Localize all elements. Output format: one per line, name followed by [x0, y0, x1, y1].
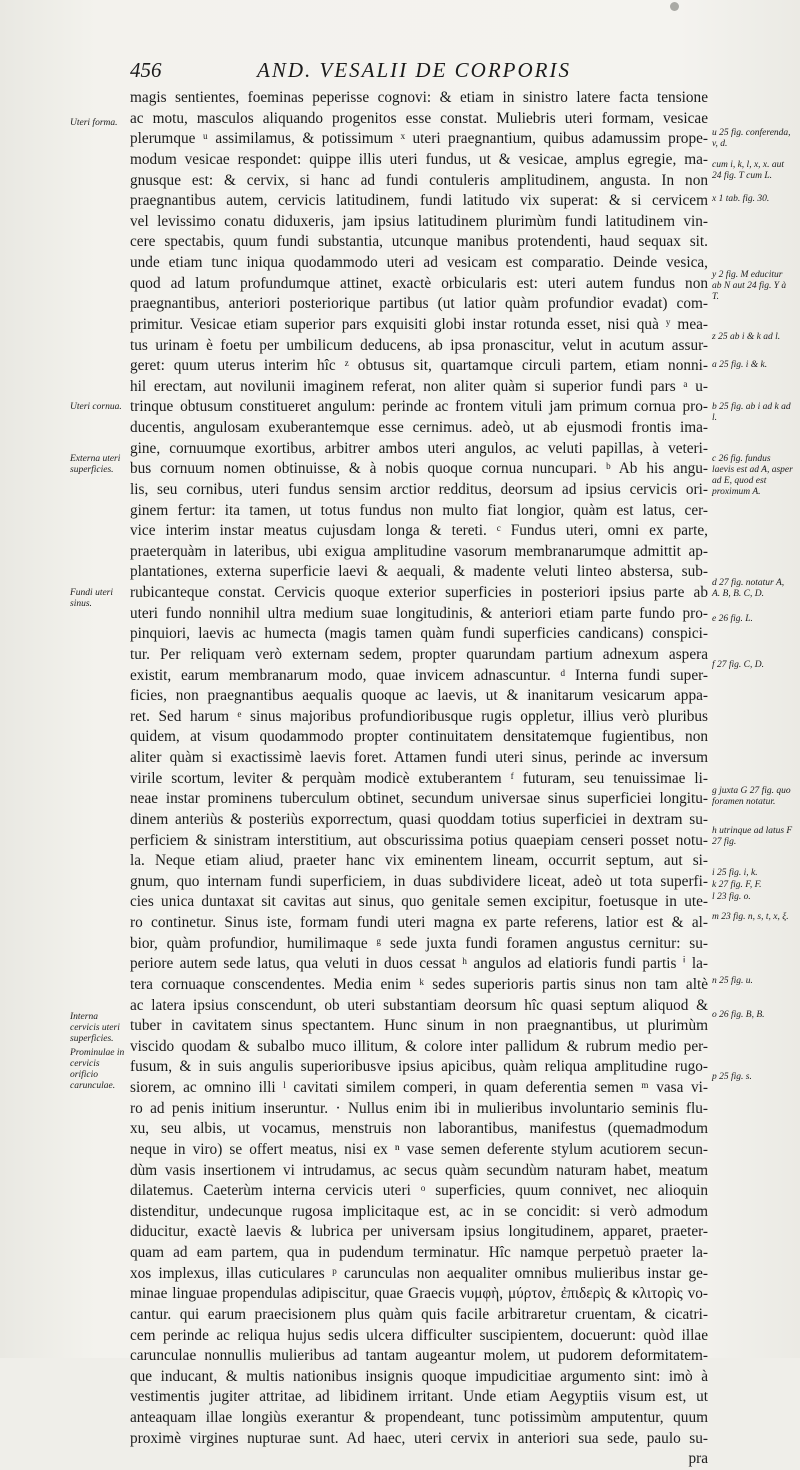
- text-line: carunculae nonnullis mulieribus ad tantam augeantur molem, ut pudorem deformitatem-: [130, 1347, 708, 1365]
- text-line: praeterquàm in lateribus, ubi exigua amplitudine vasorum membranarumque admittit ap-: [130, 542, 708, 560]
- margin-note-right: d 27 fig. notatur A, A. B, B. C, D.: [712, 578, 785, 599]
- margin-note-right: y 2 fig. M educitur ab N aut 24 fig. Y à T.: [712, 270, 787, 302]
- text-line: lis, seu cornibus, uteri fundus sensim arctior redditus, deorsum ad ipsius cervicis ori-: [130, 480, 708, 498]
- text-line: rubicanteque constat. Cervicis quoque exterior superficies in posteriori ipsius parte ab: [130, 584, 708, 601]
- text-line: neae instar prominens tuberculum obtinet, secundum universae sinus superficiei longitu-: [130, 790, 708, 808]
- text-line: vestimentis jugiter attritae, ad libidinem irritant. Unde etiam Aegyptiis visum est, ut: [130, 1388, 708, 1406]
- text-line: unde etiam tunc iniqua quodammodo uteri ad vesicam est comparatio. Deinde vesica,: [130, 254, 708, 271]
- text-line: cantur. qui earum praecisionem plus quàm quis facile arbitraretur cruentam, & cicatri-: [130, 1305, 708, 1323]
- text-line: bior, quàm profundior, humilimaque ᵍ sede juxta fundi foramen angustus cernitur: su-: [130, 934, 708, 952]
- text-line: gine, cornuumque exortibus, arbitrer ambos uteri angulos, ac veluti papillas, à veteri-: [130, 439, 708, 457]
- margin-note-right: p 25 fig. s.: [712, 1072, 752, 1082]
- text-line: ginem fertur: ita tamen, ut totus fundus non multo fiat longior, quàm est latus, cer-: [130, 501, 708, 519]
- text-line: praegnantibus, anteriori posteriorique partibus (ut latior quàm profundior evadat) com-: [130, 295, 708, 313]
- margin-note-left: Uteri forma.: [70, 118, 118, 128]
- margin-note-right: cum i, k, l, x, x. aut 24 fig. T cum L.: [712, 160, 785, 181]
- text-line: tur. Per reliquam verò externam sedem, propter quarundam partium adnexum aspera: [130, 645, 708, 663]
- text-line: praegnantibus autem, cervicis latitudinem, fundi latitudo vix superat: & si cervicem: [130, 192, 708, 210]
- text-line: vice interim instar meatus cujusdam longa & tereti. ᶜ Fundus uteri, omni ex parte,: [130, 522, 708, 540]
- text-line: anteaquam illae longiùs exerantur & propendeant, tunc potissimùm amputentur, quum: [130, 1409, 708, 1426]
- text-line: ficies, non praegnantibus aequalis quoque ac laevis, ut & inanitarum vesicarum appa-: [130, 687, 708, 705]
- page-number: 456: [130, 58, 162, 82]
- margin-note-right: a 25 fig. i & k.: [712, 360, 768, 370]
- text-line: virile scortum, leviter & perquàm modicè extuberantem ᶠ futuram, seu tenuissimae li-: [130, 769, 708, 787]
- text-line: tus urinam è foetu per umbilicum deducens, ab ipsa pronascitur, velut in acutum assur-: [130, 336, 708, 354]
- text-line: ret. Sed harum ᵉ sinus majoribus profundioribusque rugis oppletur, illius verò pluribus: [130, 707, 708, 725]
- text-line: cem perinde ac reliqua hujus sedis ulcera difficulter suscipientem, docuerunt: quòd illae: [130, 1326, 708, 1344]
- text-line: geret: quum uterus interim hîc ᶻ obtusus sit, quartamque circuli partem, etiam nonni-: [130, 357, 708, 375]
- text-line: xu, seu albis, ut vocamus, menstruis non laborantibus, manifestus (quemadmodum: [130, 1120, 708, 1138]
- text-line: cies unica duntaxat sit cavitas aut sinus, quo genitale semen excipitur, foetusque in ute-: [130, 893, 708, 911]
- text-line: vel levissimo conatu diduxeris, jam ipsius latitudinem plurimùm fundi latitudinem vin-: [130, 212, 708, 230]
- text-line: tuber in cavitatem sinus spectantem. Hunc sinum in non praegnantibus, ut plurimùm: [130, 1017, 708, 1035]
- margin-note-left: Fundi uteri sinus.: [70, 588, 114, 609]
- margin-note-right: n 25 fig. u.: [712, 976, 753, 986]
- text-line: distenditur, undecunque rugosa implicitaque est, ac in se concidit: si verò admodum: [130, 1202, 708, 1220]
- running-title: AND. VESALII DE CORPORIS: [257, 58, 571, 82]
- margin-note-right: c 26 fig. fundus laevis est ad A, asper ad E, quod est proximum A.: [712, 454, 793, 497]
- text-line: hil erectam, aut novilunii imaginem referat, non aliter quàm si superior fundi pars ᵃ u-: [130, 377, 708, 395]
- margin-note-left: Prominulae in cervicis orificio carunculae.: [70, 1048, 125, 1091]
- text-line: pinquiori, laevis ac humecta (magis tamen quàm fundi superficies candicans) conspici-: [130, 625, 708, 643]
- text-line: dilatemus. Caeterùm interna cervicis uteri ᵒ superficies, quum connivet, nec alioquin: [130, 1182, 708, 1200]
- catchword: pra: [688, 1450, 708, 1468]
- text-line: aliter quàm si exactissimè laevis foret. Attamen fundi uteri sinus, perinde ac inversum: [130, 749, 708, 766]
- text-line: xos implexus, illas cuticulares ᵖ carunculas non aequaliter omnibus mulieribus instar ge-: [130, 1264, 708, 1282]
- text-line: quod ad latum profundumque attinet, exactè orbicularis est: uteri autem fundus non: [130, 274, 708, 292]
- margin-note-right: o 26 fig. B, B.: [712, 1010, 765, 1020]
- text-line: gnusque est: & cervix, si hanc ad fundi contuleris amplitudinem, angusta. In non: [130, 171, 708, 189]
- text-line: periore autem sede latus, qua veluti in duos cessat ʰ angulos ad elatioris fundi partis ⁱ la-: [130, 955, 708, 973]
- text-line: la. Neque etiam aliud, praeter hanc vix eminentem lineam, occurrit septum, aut si-: [130, 852, 708, 870]
- text-line: diducitur, exactè laevis & lubrica per universam ipsius longitudinem, apparet, praeter-: [130, 1223, 708, 1241]
- text-line: ac motu, masculos aliquando progenitos esse constat. Muliebris uteri formam, vesicae: [130, 109, 708, 127]
- text-line: ro ad penis initium inseruntur. · Nullus enim ibi in mulieribus involuntario seminis flu-: [130, 1099, 708, 1117]
- text-line: dinem anteriùs & posteriùs exporrectum, quasi quoddam totius superficiei in dextram su-: [130, 810, 708, 828]
- margin-note-right: f 27 fig. C, D.: [712, 660, 764, 670]
- text-line: dùm vasis insertionem vi intrudamus, ac secus quàm secundùm naturam habet, meatum: [130, 1161, 708, 1179]
- text-line: minae linguae propendulas adipiscitur, quae Graecis νυμφὴ, μύρτον, ἐπιδερὶς & κλιτορὶς vo-: [130, 1285, 708, 1303]
- margin-note-right: h utrinque ad latus F 27 fig.: [712, 826, 793, 847]
- margin-note-right: x 1 tab. fig. 30.: [712, 194, 770, 204]
- text-line: proximè virgines nupturae sunt. Ad haec, uteri cervix in anteriori sua sede, paulo su-: [130, 1429, 708, 1447]
- text-line: ducentis, angulosam exuberantemque esse cernimus. adeò, ut ab ejusmodi frontis ima-: [130, 419, 708, 436]
- margin-note-right: l 23 fig. o.: [712, 892, 751, 902]
- margin-note-left: Interna cervicis uteri superficies.: [70, 1012, 120, 1044]
- text-line: quidem, at visum quodammodo propter continuitatem densitatemque fugientibus, non: [130, 728, 708, 746]
- text-line: primitur. Vesicae etiam superior pars exquisiti globi instar rotunda esset, nisi quà ʸ mea-: [130, 315, 708, 333]
- text-line: plerumque ᵘ assimilamus, & potissimum ˣ uteri praegnantium, quibus adamussim prope-: [130, 130, 708, 148]
- margin-note-right: m 23 fig. n, s, t, x, ξ.: [712, 912, 789, 922]
- margin-note-right: z 25 ab i & k ad l.: [712, 332, 781, 342]
- text-line: siorem, ac omnino illi ˡ cavitati similem comperi, in quam deferentia semen ᵐ vasa vi-: [130, 1079, 708, 1096]
- text-line: perficiem & sinistram interstitium, aut obscurissima potius quaepiam censeri posset notu-: [130, 831, 708, 849]
- text-line: existit, earum membranarum modo, quae invicem adnascuntur. ᵈ Interna fundi super-: [130, 666, 708, 684]
- text-line: uteri fundo nonnihil ultra medium suae longitudinis, & anteriori etiam parte fundo pro-: [130, 604, 708, 622]
- main-text-column: [130, 88, 708, 1470]
- margin-note-right: u 25 fig. conferenda, v, d.: [712, 128, 791, 149]
- text-line: ro continetur. Sinus iste, formam fundi uteri magna ex parte referens, latior est & al-: [130, 914, 708, 931]
- ink-blot: [670, 2, 679, 11]
- text-line: cere spectabis, quum fundi substantia, utcunque manibus protendenti, haud sequax sit.: [130, 233, 708, 251]
- text-line: ac latera ipsius conscendunt, ob uteri substantiam deorsum hîc quasi septum aliquod &: [130, 996, 708, 1014]
- text-line: que inducant, & multis nationibus insignis quoque impudicitiae argumento sint: imò à: [130, 1367, 708, 1385]
- text-line: quam ad eam partem, qua in pudendum terminatur. Hîc namque perpetuò praeter la-: [130, 1244, 708, 1261]
- text-line: fusum, & in suis angulis superioribusve ipsius apicibus, quàm reliqua amplitudine rugo-: [130, 1058, 708, 1076]
- margin-note-right: i 25 fig. i, k.: [712, 868, 758, 878]
- margin-note-left: Externa uteri superficies.: [70, 454, 121, 475]
- margin-note-left: Uteri cornua.: [70, 402, 122, 412]
- page-header: [130, 58, 730, 88]
- text-line: magis sentientes, foeminas peperisse cognovi: & etiam in sinistro latere facta tensione: [130, 89, 708, 106]
- text-line: gnum, quo internam fundi superficiem, in duas subdividere liceat, adeò ut tota superfi-: [130, 872, 708, 890]
- text-line: bus cornuum nomen obtinuisse, & à nobis quoque cornua nuncupari. ᵇ Ab his angu-: [130, 460, 708, 478]
- text-line: tera cornuaque conscendentes. Media enim ᵏ sedes superioris partis sinus non tam altè: [130, 975, 708, 993]
- margin-note-right: e 26 fig. L.: [712, 614, 753, 624]
- margin-note-right: g juxta G 27 fig. quo foramen notatur.: [712, 786, 791, 807]
- text-line: modum vesicae respondet: quippe illis uteri fundus, ut & vesicae, amplus egregie, ma-: [130, 150, 708, 168]
- text-line: neque in viro) se offert meatus, nisi ex ⁿ vase semen deferente stylum acutiorem secun-: [130, 1140, 708, 1158]
- text-line: viscido quodam & subalbo muco illitum, & colore inter pallidum & rubrum medio per-: [130, 1037, 708, 1055]
- text-line: plantationes, externa superficie laevi & aequali, & madente veluti linteo abstersa, sub-: [130, 563, 708, 581]
- margin-note-right: k 27 fig. F, F.: [712, 880, 762, 890]
- text-line: trinque obtusum constitueret angulum: perinde ac frontem vituli jam primum cornua pro-: [130, 398, 708, 416]
- margin-note-right: b 25 fig. ab i ad k ad l.: [712, 402, 791, 423]
